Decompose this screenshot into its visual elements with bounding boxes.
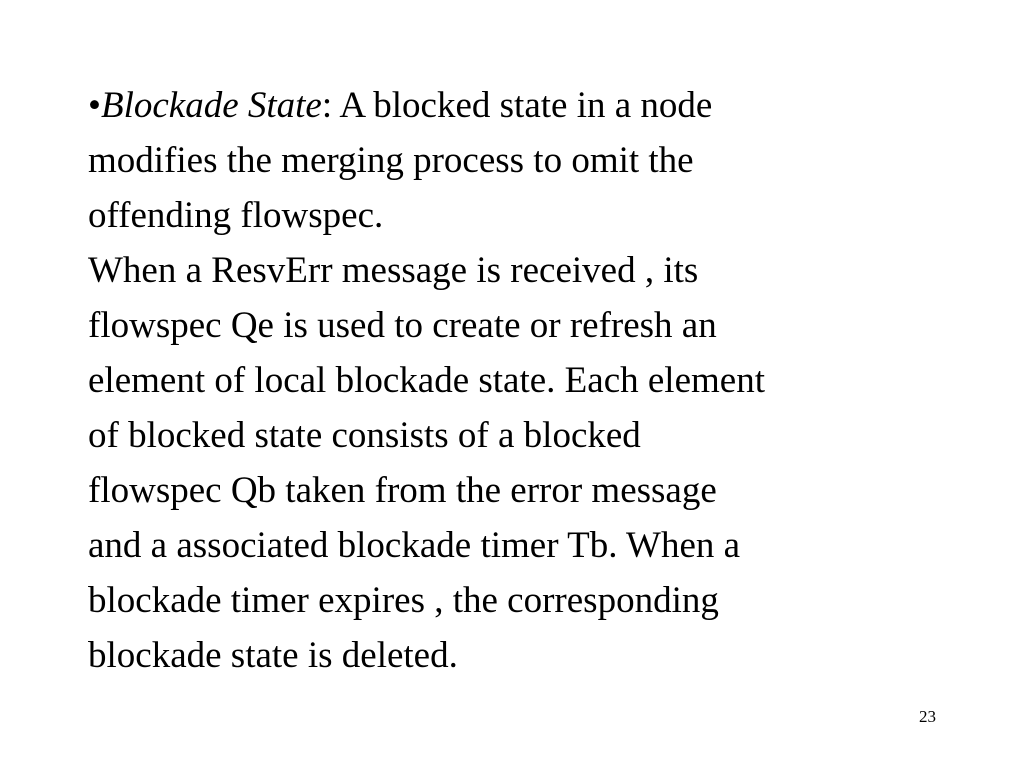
- blockade-state-paragraph: [88, 78, 938, 243]
- paragraph-line: modifies the merging process to omit the: [88, 140, 694, 181]
- paragraph-line: When a ResvErr message is received , its: [88, 250, 699, 291]
- slide-page-number: 23: [919, 707, 936, 726]
- bullet: •: [88, 85, 101, 126]
- blockade-state-term: Blockade State: [100, 85, 322, 126]
- paragraph-line: flowspec Qb taken from the error message: [88, 470, 717, 511]
- resverr-paragraph: [88, 243, 938, 683]
- paragraph-line: offending flowspec.: [88, 195, 384, 236]
- paragraph-line: blockade timer expires , the corresponding: [88, 580, 719, 621]
- paragraph-line: of blocked state consists of a blocked: [88, 415, 641, 456]
- paragraph-line: and a associated blockade timer Tb. When a: [88, 525, 741, 566]
- first-line: [88, 78, 938, 133]
- paragraph-line: flowspec Qe is used to create or refresh an: [88, 305, 717, 346]
- paragraph-line: element of local blockade state. Each element: [88, 360, 765, 401]
- term-definition-start: : A blocked state in a node: [321, 85, 713, 126]
- slide-body: [88, 78, 938, 683]
- paragraph-line: blockade state is deleted.: [88, 635, 458, 676]
